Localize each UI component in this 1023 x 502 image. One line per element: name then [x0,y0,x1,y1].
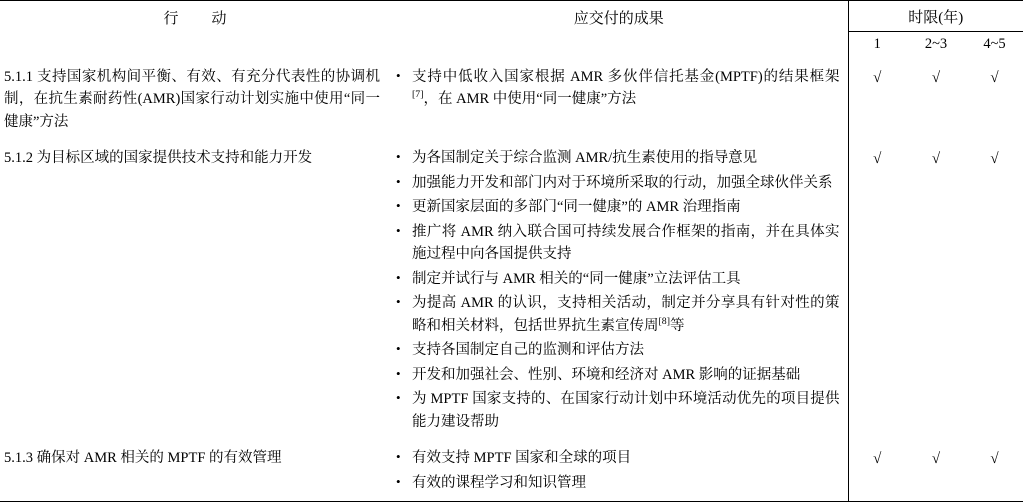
action-cell [0,59,390,140]
table-header-row-top [0,1,1023,32]
year-1-check: √ [848,59,906,140]
footnote-marker: [8] [658,315,670,327]
list-item: • 制定并试行与 AMR 相关的“同一健康”立法评估工具 [394,268,840,290]
deliverables-list [394,147,840,433]
deliverables-cell [390,440,848,501]
table-row [0,440,1023,501]
list-item: • 有效的课程学习和知识管理 [394,472,840,494]
table-row [0,59,1023,140]
year-1-check: √ [848,140,906,440]
list-item: • 为各国制定关于综合监测 AMR/抗生素使用的指导意见 [394,147,840,169]
year-2-3-check: √ [931,151,941,168]
action-cell [0,140,390,440]
list-item: • 开发和加强社会、性别、环境和经济对 AMR 影响的证据基础 [394,364,840,386]
year-2-3-check: √ [931,70,941,86]
year-4-5-check: √ [990,70,999,86]
list-item: • 推广将 AMR 纳入联合国可持续发展合作框架的指南，并在具体实施过程中向各国提供支持 [394,221,840,266]
deliverables-list [394,66,840,111]
deliverables-list [394,447,840,494]
year-4-5-check: √ [966,440,1023,501]
deliverables-cell [390,140,848,440]
list-item: • 支持各国制定自己的监测和评估方法 [394,339,840,361]
year-4-5-check: √ [990,151,999,168]
header-deliverables: 应交付的成果 [390,1,848,60]
action-text: 5.1.1 支持国家机构间平衡、有效、有充分代表性的协调机制，在抗生素耐药性(AMR)国家行动计划实施中使用“同一健康”方法 [4,69,380,130]
header-year-2-3: 2~3 [924,36,948,52]
list-item: • 为 MPTF 国家支持的、在国家行动计划中环境活动优先的项目提供能力建设帮助 [394,388,840,433]
list-item: • 为提高 AMR 的认识，支持相关活动，制定并分享具有针对性的策略和相关材料，包括世界抗生素宣传周[8]等 [394,292,840,337]
action-text: 5.1.3 确保对 AMR 相关的 MPTF 的有效管理 [4,450,282,467]
action-cell [0,440,390,501]
header-action: 行 动 [0,1,390,60]
header-year-1: 1 [848,32,906,60]
header-timeframe: 时限(年) [848,1,1023,32]
list-item: • 有效支持 MPTF 国家和全球的项目 [394,447,840,469]
deliverables-cell [390,59,848,140]
list-item: • 更新国家层面的多部门“同一健康”的 AMR 治理指南 [394,196,840,218]
list-item: • 加强能力开发和部门内对于环境所采取的行动，加强全球伙伴关系 [394,172,840,194]
year-1-check: √ [848,440,906,501]
footnote-marker: [7] [412,89,424,101]
list-item: • 支持中低收入国家根据 AMR 多伙伴信托基金(MPTF)的结果框架[7]，在 AMR 中使用“同一健康”方法 [394,66,840,111]
header-year-4-5: 4~5 [983,36,1006,52]
table-row [0,140,1023,440]
year-2-3-check: √ [906,440,966,501]
action-text: 5.1.2 为目标区域的国家提供技术支持和能力开发 [4,150,313,167]
